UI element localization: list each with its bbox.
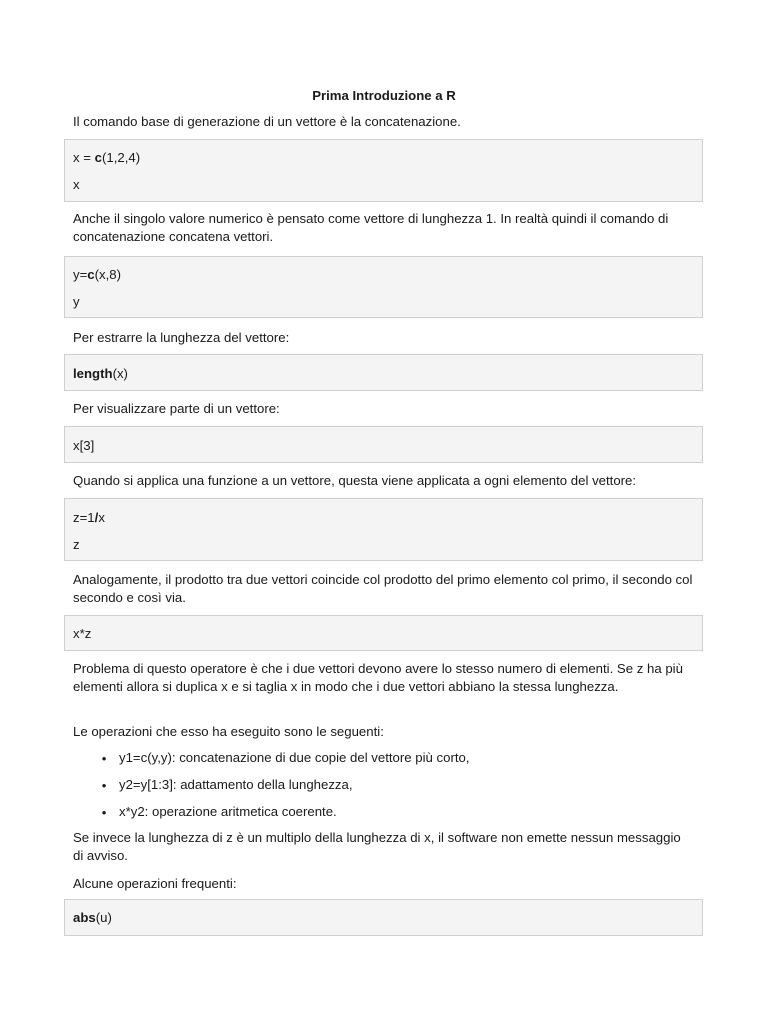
paragraph-operations: Le operazioni che esso ha eseguito sono le seguenti: bbox=[73, 724, 384, 739]
code-line: y=c(x,8) bbox=[73, 267, 122, 282]
list-item: y1=c(y,y): concatenazione di due copie del vettore più corto, bbox=[119, 750, 470, 765]
code-line: length(x) bbox=[73, 366, 128, 381]
paragraph-subset: Per visualizzare parte di un vettore: bbox=[73, 401, 280, 416]
code-line: x bbox=[73, 177, 80, 192]
paragraph-multiple: Se invece la lunghezza di z è un multiplo della lunghezza di x, il software non emette nessun messaggio di avviso. bbox=[73, 830, 681, 863]
code-line: x*z bbox=[73, 626, 92, 641]
bullet-icon: • bbox=[101, 805, 107, 820]
list-item: y2=y[1:3]: adattamento della lunghezza, bbox=[119, 777, 353, 792]
code-block-6 bbox=[64, 615, 703, 651]
paragraph-recycling: Problema di questo operatore è che i due vettori devono avere lo stesso numero di elementi. Se z ha più elementi allora si duplica x e si taglia x in modo che i due vettori abbiano la stessa lunghezza. bbox=[73, 661, 683, 694]
code-block-3 bbox=[64, 354, 703, 391]
page-title: Prima Introduzione a R bbox=[312, 88, 456, 103]
bullet-icon: • bbox=[101, 778, 107, 793]
code-line: y bbox=[73, 294, 80, 309]
bullet-icon: • bbox=[101, 751, 107, 766]
code-line: z bbox=[73, 537, 80, 552]
code-block-5 bbox=[64, 498, 703, 561]
paragraph-intro: Il comando base di generazione di un vettore è la concatenazione. bbox=[73, 114, 461, 129]
list-item: x*y2: operazione aritmetica coerente. bbox=[119, 804, 337, 819]
paragraph-length: Per estrarre la lunghezza del vettore: bbox=[73, 330, 290, 345]
paragraph-single-value: Anche il singolo valore numerico è pensato come vettore di lunghezza 1. In realtà quindi il comando di concatenazione concatena vettori. bbox=[73, 211, 669, 244]
paragraph-product: Analogamente, il prodotto tra due vettori coincide col prodotto del primo elemento col primo, il secondo col secondo e così via. bbox=[73, 572, 693, 605]
paragraph-function: Quando si applica una funzione a un vettore, questa viene applicata a ogni elemento del vettore: bbox=[73, 473, 637, 488]
code-line: z=1/x bbox=[73, 510, 105, 525]
paragraph-frequent-ops: Alcune operazioni frequenti: bbox=[73, 876, 237, 891]
code-line: abs(u) bbox=[73, 910, 112, 925]
code-block-2 bbox=[64, 256, 703, 318]
code-block-1 bbox=[64, 139, 703, 202]
code-line: x = c(1,2,4) bbox=[73, 150, 141, 165]
code-block-4 bbox=[64, 426, 703, 463]
code-line: x[3] bbox=[73, 438, 95, 453]
code-block-7 bbox=[64, 899, 703, 936]
